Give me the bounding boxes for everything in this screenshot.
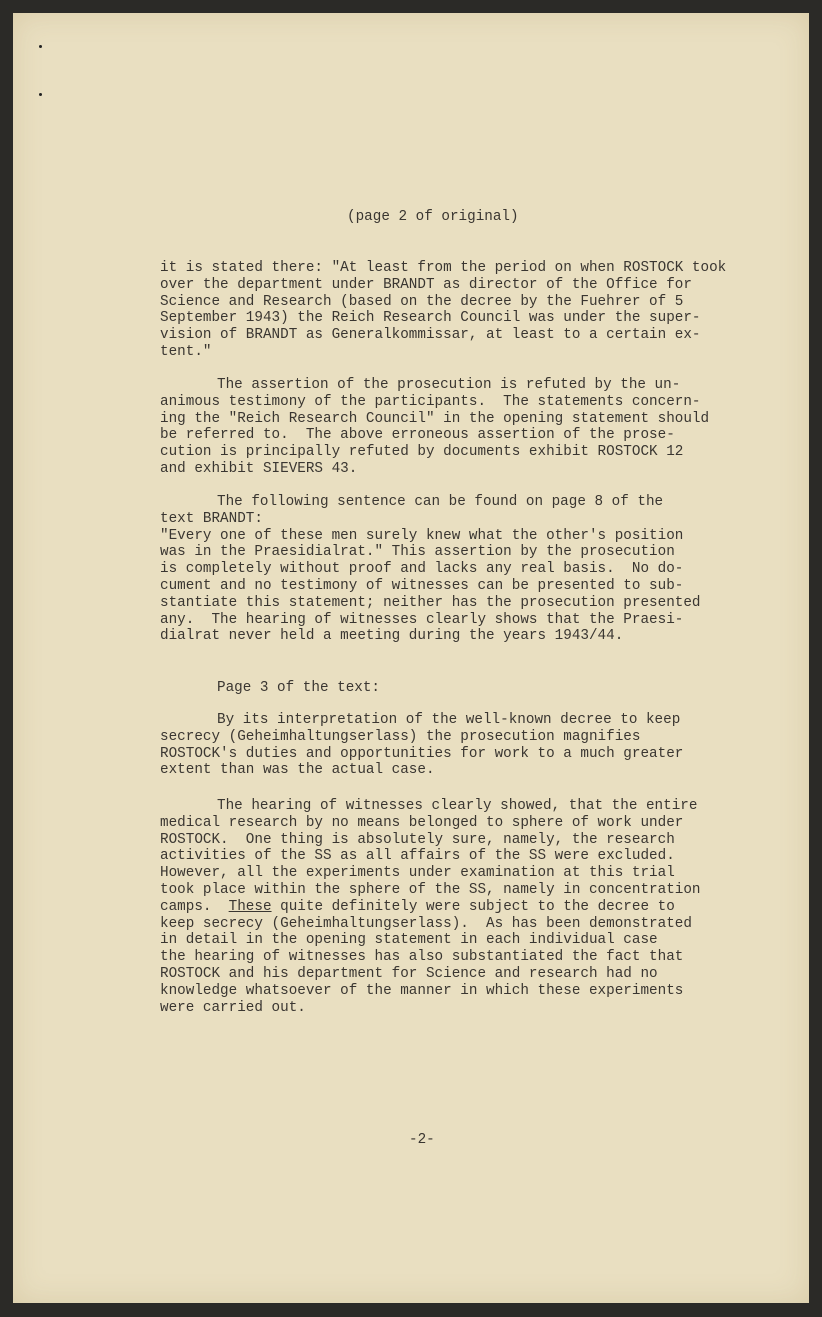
text-line: any. The hearing of witnesses clearly shows that the Praesi- xyxy=(160,611,684,628)
text-line: is completely without proof and lacks any real basis. No do- xyxy=(160,561,684,578)
text-line: secrecy (Geheimhaltungserlass) the prosecution magnifies xyxy=(160,728,641,745)
text-line: "Every one of these men surely knew what the other's position xyxy=(160,527,684,544)
text-line: The hearing of witnesses clearly showed, that the entire xyxy=(217,798,698,814)
text-line: Science and Research (based on the decree by the Fuehrer of 5 xyxy=(160,293,684,310)
paragraph-assertion-refuted xyxy=(160,377,709,478)
text-line: over the department under BRANDT as director of the Office for xyxy=(160,276,692,293)
text-line: vision of BRANDT as Generalkommissar, at least to a certain ex- xyxy=(160,327,701,344)
text-line: were carried out. xyxy=(160,999,306,1016)
text-line: ROSTOCK and his department for Science and research had no xyxy=(160,965,658,982)
text-line: ROSTOCK. One thing is absolutely sure, namely, the research xyxy=(160,831,675,848)
text-line: The assertion of the prosecution is refuted by the un- xyxy=(217,377,681,393)
text-line: be referred to. The above erroneous assertion of the prose- xyxy=(160,427,675,444)
text-line: extent than was the actual case. xyxy=(160,762,435,779)
paragraph-secrecy-decree xyxy=(160,712,683,779)
text-line: the hearing of witnesses has also substantiated the fact that xyxy=(160,949,684,966)
text-line: cument and no testimony of witnesses can be presented to sub- xyxy=(160,577,684,594)
text-line xyxy=(160,899,701,916)
text-line: However, all the experiments under examination at this trial xyxy=(160,865,675,882)
text-line: animous testimony of the participants. The statements concern- xyxy=(160,393,701,410)
text-line: text BRANDT: xyxy=(160,510,263,527)
text-line: activities of the SS as all affairs of the SS were excluded. xyxy=(160,848,675,865)
text-line: medical research by no means belonged to sphere of work under xyxy=(160,814,684,831)
text-line: September 1943) the Reich Research Council was under the super- xyxy=(160,310,701,327)
text-line: in detail in the opening statement in each individual case xyxy=(160,932,658,949)
page-number: -2- xyxy=(409,1132,435,1148)
text-line: it is stated there: "At least from the period on when ROSTOCK took xyxy=(160,260,727,276)
text-line: tent." xyxy=(160,343,212,360)
text-segment: quite definitely were subject to the decree to xyxy=(271,898,675,915)
text-line: ROSTOCK's duties and opportunities for work to a much greater xyxy=(160,745,684,762)
text-line: knowledge whatsoever of the manner in which these experiments xyxy=(160,982,684,999)
text-line: By its interpretation of the well-known decree to keep xyxy=(217,712,681,728)
paragraph-brandt-sentence xyxy=(160,494,701,645)
underlined-text: These xyxy=(228,898,272,915)
text-line: Page 3 of the text: xyxy=(217,680,381,696)
margin-mark xyxy=(39,45,42,48)
text-line: The following sentence can be found on page 8 of the xyxy=(217,494,664,510)
page-title: (page 2 of original) xyxy=(347,209,519,225)
paragraph-quote-stated xyxy=(160,260,726,361)
paragraph-hearing-witnesses xyxy=(160,798,701,1016)
text-line: took place within the sphere of the SS, namely in concentration xyxy=(160,881,701,898)
text-line: cution is principally refuted by documents exhibit ROSTOCK 12 xyxy=(160,444,684,461)
text-line: stantiate this statement; neither has the prosecution presented xyxy=(160,594,701,611)
text-segment: camps. xyxy=(160,898,229,915)
text-line: keep secrecy (Geheimhaltungserlass). As has been demonstrated xyxy=(160,915,692,932)
text-line: ing the "Reich Research Council" in the opening statement should xyxy=(160,410,710,427)
text-line: dialrat never held a meeting during the years 1943/44. xyxy=(160,628,624,645)
text-line: was in the Praesidialrat." This assertion by the prosecution xyxy=(160,544,675,561)
document-page xyxy=(13,13,809,1303)
margin-mark xyxy=(39,93,42,96)
text-line: and exhibit SIEVERS 43. xyxy=(160,460,358,477)
section-heading-page-3 xyxy=(160,680,380,697)
